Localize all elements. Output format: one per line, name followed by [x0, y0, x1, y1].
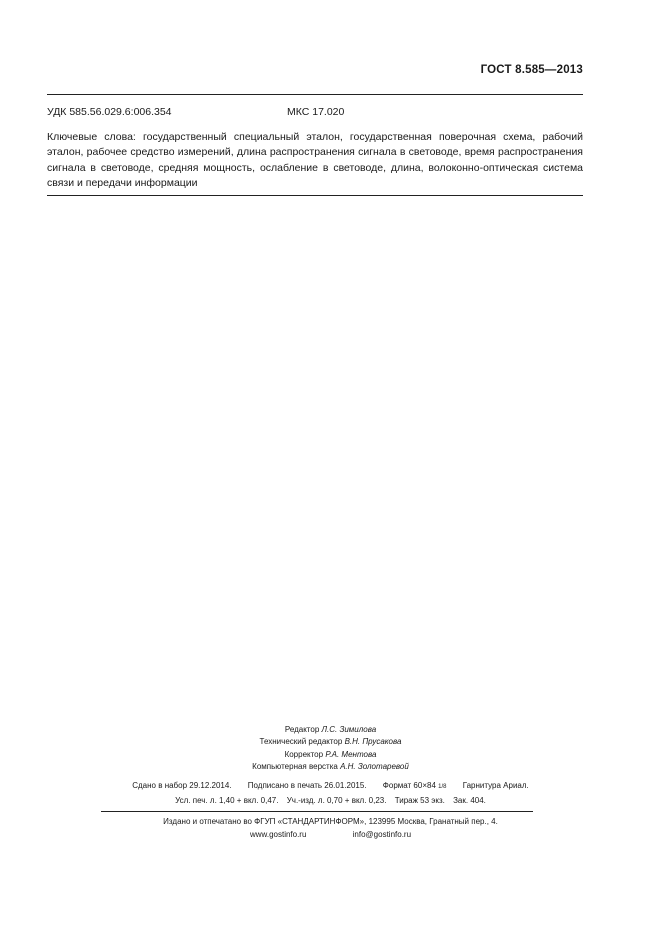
publication-dates-line [0, 781, 661, 790]
credit-editor [0, 724, 661, 736]
credit-role: Технический редактор [259, 737, 343, 747]
credit-proofreader [0, 749, 661, 761]
credit-layout [0, 761, 661, 773]
credit-role: Редактор [284, 725, 320, 734]
keywords-divider [47, 195, 583, 196]
order-number: Зак. 404. [453, 796, 486, 805]
website-link[interactable]: www.gostinfo.ru [249, 830, 307, 839]
standard-code: ГОСТ 8.585—2013 [480, 64, 583, 76]
mks-code: МКС 17.020 [287, 106, 345, 118]
top-divider [47, 94, 583, 95]
format-label: Формат 60×84 [382, 781, 436, 790]
keywords-paragraph [47, 130, 583, 191]
udk-code: УДК 585.56.029.6:006.354 [47, 106, 172, 118]
credits-block [0, 724, 661, 774]
format-fraction: 1/8 [438, 784, 447, 790]
credit-name: Р.А. Ментова [325, 749, 377, 759]
typeset-date: Сдано в набор 29.12.2014. [132, 781, 232, 790]
credit-tech-editor [0, 736, 661, 748]
publication-divider [101, 811, 533, 812]
credit-name: Л.С. Зимилова [321, 725, 377, 734]
keywords-label: Ключевые слова: [47, 131, 136, 143]
font-info: Гарнитура Ариал. [462, 781, 529, 790]
publisher-address: Издано и отпечатано во ФГУП «СТАНДАРТИНФОРМ», 123995 Москва, Гранатный пер., 4. [163, 817, 498, 826]
keywords-text: государственный специальный эталон, государственная поверочная схема, рабочий эталон, рабочее средство измерений, длина распространения сигнала в световоде, время распространения сигнала в световоде, средняя мощность, ослабление в световоде, длина, волоконно-оптическая система связи и передачи информации [47, 131, 583, 189]
publisher-sheets: Уч.-изд. л. 0,70 + вкл. 0,23. [286, 796, 387, 805]
contacts-line [0, 830, 661, 839]
email-link[interactable]: info@gostinfo.ru [352, 830, 412, 839]
publication-stats-line [0, 796, 661, 805]
circulation: Тираж 53 экз. [394, 796, 445, 805]
credit-role: Компьютерная верстка [252, 762, 338, 772]
credit-name: В.Н. Прусакова [344, 737, 402, 747]
credit-name: А.Н. Золотаревой [340, 762, 409, 772]
signed-date: Подписано в печать 26.01.2015. [247, 781, 367, 790]
print-sheets: Усл. печ. л. 1,40 + вкл. 0,47. [175, 796, 279, 805]
credit-role: Корректор [284, 749, 324, 759]
